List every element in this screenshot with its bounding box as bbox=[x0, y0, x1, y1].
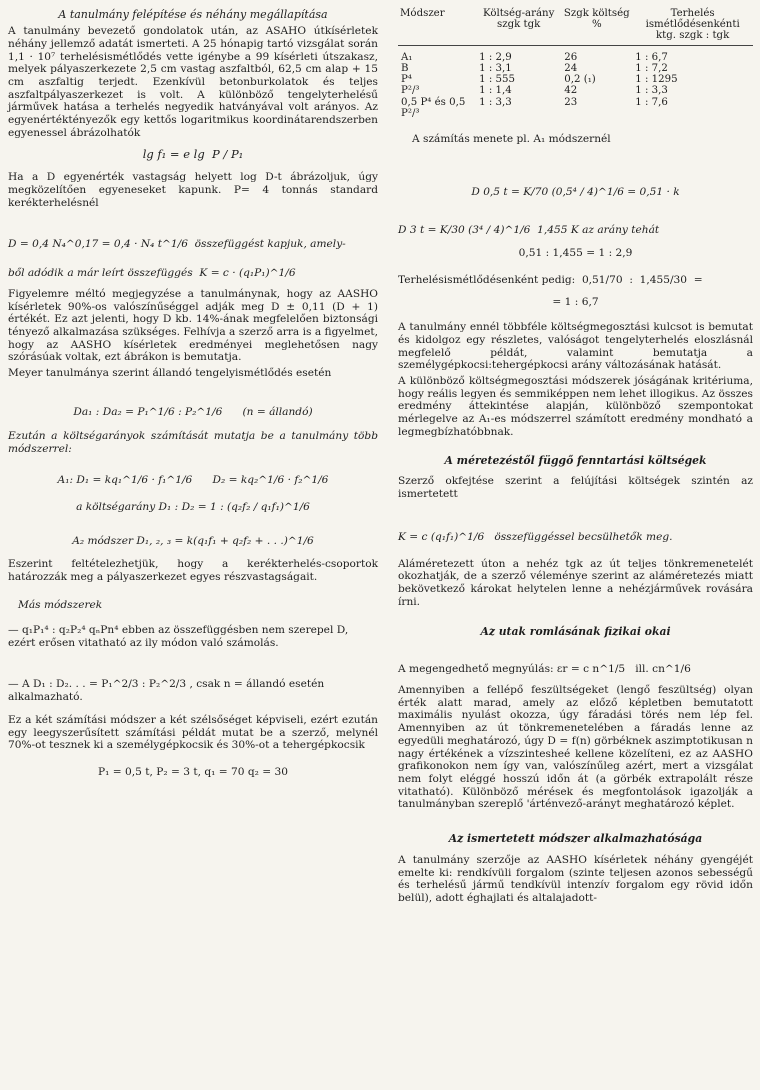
table-cell: 0,5 P⁴ és 0,5 P²/³ bbox=[401, 96, 466, 119]
paragraph: Ez a két számítási módszer a két szélsőséget képviseli, ezért ezután egy leegyszerűsített számítási példát mutat be a szerző, melynél 70%-ot tesznek ki a személygépkocsik és 30%-ot a tehergépkocsik bbox=[8, 713, 378, 752]
paragraph: Aláméretezett úton a nehéz tgk az út teljes tönkremenetelét okozhatják, de a szerző véleménye szerint az aláméretezés miatt bekövetkező károkat helytelen lenne a nehézjárművek rovására írni. bbox=[398, 557, 753, 608]
table-cell: 1 : 7,2 bbox=[635, 62, 668, 74]
formula: A₂ módszer D₁, ₂, ₃ = k(q₁f₁ + q₂f₂ + . . .)^1/6 bbox=[72, 535, 314, 548]
table-cell: B bbox=[401, 62, 409, 74]
table-cell: A₁ bbox=[401, 51, 413, 63]
table-cell: 23 bbox=[564, 96, 578, 108]
table-cell: P²/³ bbox=[401, 85, 420, 97]
table-header: Szgk költség % bbox=[561, 8, 632, 45]
paragraph: A tanulmány bevezető gondolatok után, az ASAHO útkísérletek néhány jellemző adatát ismerteti. A 25 hónapig tartó vizsgálat során 1,1 · 10⁷ terhelésismétlődés vette igénybe a 99 kísérleti útszakasz, melyek pályaszerkezete 2,5 cm vastag aszfaltból, 62,5 cm alap + 15 cm aszfaltig terjedt. Ezenkívül betonburkolatok és teljes aszfaltpályaszerkezet is volt. A különböző tengelyterhelésű járművek hatása a terhelés negyedik hatványával volt arányos. Az egyenértéktényezők egy kettős logaritmikus koordinátarendszerben egyenessel ábrázolhatók bbox=[8, 25, 378, 139]
table-cell: 1 : 1295 bbox=[635, 74, 678, 86]
section-heading: Az utak romlásának fizikai okai bbox=[480, 625, 671, 639]
section-heading: Az ismertetett módszer alkalmazhatósága bbox=[448, 832, 703, 846]
paragraph: A tanulmány ennél többféle költségmegosztási kulcsot is bemutat és kidolgoz egy részletes, valóságot tengelyterhelés eloszlásnál megfelelő példát, valamint bemutatja a személygépkocsi:tehergépkocsi arány változásának hatását. bbox=[398, 321, 753, 372]
table-row bbox=[398, 63, 753, 74]
table-header: Költség-arány szgk tgk bbox=[476, 8, 561, 45]
formula: A₁: D₁ = kq₁^1/6 · f₁^1/6 D₂ = kq₂^1/6 · f₂^1/6 bbox=[57, 473, 329, 486]
table-cell: 1 : 7,6 bbox=[635, 96, 668, 108]
right-column bbox=[398, 8, 753, 908]
left-column bbox=[8, 8, 378, 779]
table-row bbox=[398, 74, 753, 85]
table-row bbox=[398, 45, 753, 63]
table-header: Módszer bbox=[398, 8, 476, 45]
subsection-title: Más módszerek bbox=[18, 599, 103, 612]
formula: ből adódik a már leírt összefüggés K = c · (q₁P₁)^1/6 bbox=[8, 267, 296, 280]
formula: K = c (q₁f₁)^1/6 összefüggéssel becsülhetők meg. bbox=[398, 530, 673, 543]
paragraph: Meyer tanulmánya szerint állandó tengelyismétlődés esetén bbox=[8, 367, 332, 380]
paragraph: A különböző költségmegosztási módszerek jóságának kritériuma, hogy reális legyen és semmiképpen nem lehet illogikus. Az összes eredmény áttekintése alapján, különböző szempontokat mérlegelve az A₁-es módszerrel számított eredmény mondható a legmegbízhatóbbnak. bbox=[398, 375, 753, 438]
table-header-row bbox=[398, 8, 753, 45]
formula: Da₁ : Da₂ = P₁^1/6 : P₂^1/6 (n = állandó) bbox=[73, 405, 313, 418]
paragraph: Amennyiben a fellépő feszültségeket (lengő feszültség) olyan érték alatt marad, amely az előző képletben bemutatott maximális nyulást okozza, úgy fáradási törés nem lép fel. Amennyiben az út tönkremenetelében a fáradás lenne az egyedüli meghatározó, úgy D = f(n) görbéknek aszimptotikusan n nagy értékének a vízszintesheé kellene közelíteni, ez az AASHO grafikonokon nem így van, valószínűleg azért, mert a vizsgálat nem folyt eléggé hosszú időn át (a görbék extrapolált része vitatható). Különböző mérések és megfontolások igazolják a tanulmányban szereplő 'árténvező-arányt meghatározó képlet. bbox=[398, 684, 753, 811]
table-cell: 1 : 6,7 bbox=[635, 51, 668, 63]
table-row bbox=[398, 97, 753, 119]
formula: D 0,5 t = K/70 (0,5⁴ / 4)^1/6 = 0,51 · k bbox=[471, 185, 680, 198]
section-title: A tanulmány felépítése és néhány megállapítása bbox=[58, 8, 328, 21]
list-item: — q₁P₁⁴ : q₂P₂⁴ qₙPn⁴ ebben az összefüggésben nem szerepel D, ezért erősen vitatható az ily módon való számolás. bbox=[8, 624, 349, 649]
table-row bbox=[398, 85, 753, 96]
table-cell: 24 bbox=[564, 62, 578, 74]
table-cell: 1 : 3,1 bbox=[479, 62, 512, 74]
paragraph: Figyelemre méltó megjegyzése a tanulmánynak, hogy az AASHO kísérletek 90%-os valószínűséggel adják meg D ± 0,11 (D + 1) értékét. Ez azt jelenti, hogy D kb. 14%-ának megfelelően biztonsági tényező alkalmazása szükséges. Felhívja a szerző arra is a figyelmet, hogy az AASHO kísérletek eredményei meglehetősen nagy szórásúak voltak, ezt ábrákon is bemutatja. bbox=[8, 287, 378, 364]
formula: Terhelésismétlődésenként pedig: 0,51/70 : 1,455/30 = bbox=[398, 273, 703, 286]
paragraph: Eszerint feltételezhetjük, hogy a kerékterhelés-csoportok határozzák meg a pályaszerkezet egyes részvastagságait. bbox=[8, 557, 378, 583]
formula: lg f₁ = e lg P / P₁ bbox=[142, 146, 244, 161]
formula: D = 0,4 N₄^0,17 = 0,4 · N₄ t^1/6 összefüggést kapjuk, amely- bbox=[8, 238, 346, 251]
formula: 0,51 : 1,455 = 1 : 2,9 bbox=[518, 247, 633, 260]
table-cell: 1 : 2,9 bbox=[479, 51, 512, 63]
paragraph: Szerző okfejtése szerint a felújítási költségek szintén az ismertetett bbox=[398, 475, 753, 501]
formula: a költségarány D₁ : D₂ = 1 : (q₂f₂ / q₁f₁)^1/6 bbox=[76, 500, 310, 513]
list-item: — A D₁ : D₂. . . = P₁^2/3 : P₂^2/3 , csak n = állandó esetén alkalmazható. bbox=[8, 678, 325, 704]
paragraph: A számítás menete pl. A₁ módszernél bbox=[412, 132, 611, 145]
table-cell: 1 : 3,3 bbox=[479, 96, 512, 108]
table-header: Terhelés ismétlődésenkénti ktg. szgk : tgk bbox=[632, 8, 753, 45]
section-heading: A méretezéstől függő fenntartási költségek bbox=[444, 453, 707, 467]
table-cell: P⁴ bbox=[401, 74, 412, 86]
formula: = 1 : 6,7 bbox=[552, 296, 599, 309]
table-cell: 26 bbox=[564, 51, 578, 63]
table-cell: 0,2 (₁) bbox=[564, 74, 596, 86]
paragraph: Ha a D egyenérték vastagság helyett log D-t ábrázoljuk, úgy megközelítően egyeneseket kapunk. P= 4 tonnás standard kerékterhelésnél bbox=[8, 171, 378, 209]
formula: P₁ = 0,5 t, P₂ = 3 t, q₁ = 70 q₂ = 30 bbox=[98, 766, 288, 778]
table-cell: 42 bbox=[564, 85, 578, 97]
results-table bbox=[398, 8, 753, 119]
paragraph: A tanulmány szerzője az AASHO kísérletek néhány gyengéjét emelte ki: rendkívüli forgalom (szinte teljesen azonos sebességű és terhelésű jármű tendkívül intenzív forgalom egy rövid időn belül), adott éghajlati és altalajadott- bbox=[398, 854, 753, 905]
formula: D 3 t = K/30 (3⁴ / 4)^1/6 1,455 K az arány tehát bbox=[398, 224, 660, 237]
paragraph: Ezután a költségarányok számítását mutatja be a tanulmány több módszerrel: bbox=[8, 430, 378, 456]
formula: A megengedhető megnyúlás: εr = c n^1/5 ill. cn^1/6 bbox=[398, 663, 691, 676]
table-cell: 1 : 555 bbox=[479, 74, 515, 86]
table-cell: 1 : 1,4 bbox=[479, 85, 512, 97]
table-cell: 1 : 3,3 bbox=[635, 85, 668, 97]
